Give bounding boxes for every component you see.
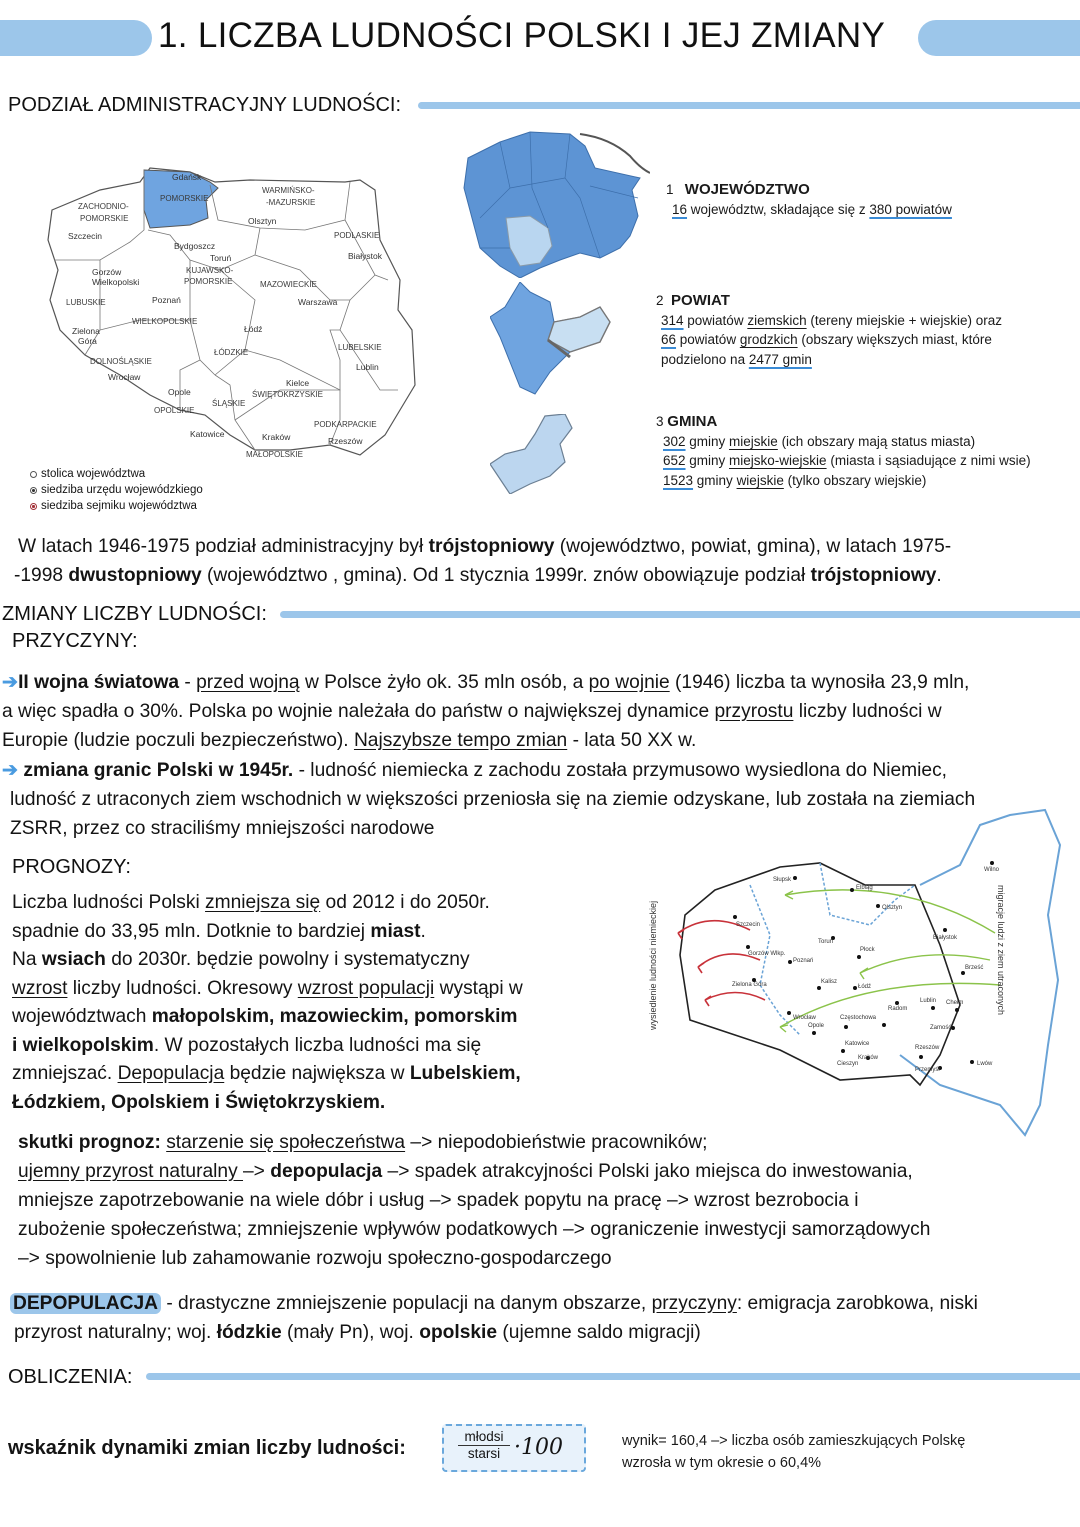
map-city-label: Lublin — [920, 998, 937, 1004]
map-city-label: Kraków — [858, 1055, 879, 1061]
text: - lata 50 XX w. — [567, 730, 697, 751]
level-title: POWIAT — [671, 292, 730, 309]
text: (ujemne saldo migracji) — [497, 1322, 701, 1343]
forecast-effects — [18, 1128, 1078, 1273]
circle-dot-icon — [30, 487, 37, 494]
circle-red-icon — [30, 503, 37, 510]
map-region-label: OPOLSKIE — [154, 406, 195, 415]
map-city-label: Lwów — [977, 1061, 993, 1067]
text: (mały Pn), woj. — [281, 1322, 420, 1343]
text: : emigracja zarobkowa, niski — [736, 1293, 978, 1314]
map-city-label: Słupsk — [773, 877, 792, 883]
underlined-term: Depopulacja — [117, 1063, 225, 1084]
text: liczby ludności w — [793, 701, 942, 722]
text: –> — [243, 1161, 271, 1182]
text: Europie (ludzie poczuli bezpieczeństwo). — [2, 730, 354, 751]
underlined-term: zmniejsza się — [205, 892, 321, 913]
legend-item — [30, 466, 203, 482]
map-city-label: Łódź — [858, 984, 872, 990]
forecast-paragraph — [12, 889, 612, 1117]
history-paragraph — [14, 532, 1078, 590]
bold-term: zmiana granic Polski w 1945r. — [23, 760, 294, 781]
stat-value: 16 — [672, 201, 688, 217]
underlined-term: przyrostu — [714, 701, 794, 722]
text: - drastyczne zmniejszenie populacji na danym obszarze, — [161, 1293, 652, 1314]
map-city-label: Brześć — [965, 965, 984, 971]
page-title: 1. LICZBA LUDNOŚCI POLSKI I JEJ ZMIANY — [158, 16, 886, 55]
multiplier: ·100 — [514, 1435, 563, 1460]
map-region-label: WIELKOPOLSKIE — [132, 317, 198, 326]
stat-value: 2477 gmin — [748, 351, 812, 367]
migration-label: migracje ludzi z ziem utraconych — [996, 885, 1006, 1016]
section-title-admin: PODZIAŁ ADMINISTRACYJNY LUDNOŚCI: — [8, 94, 402, 116]
map-city-label: Białystok — [933, 935, 958, 941]
text: –> spadek atrakcyjności Polski jako miejsca do inwestowania, — [382, 1161, 913, 1182]
text: W latach 1946-1975 podział administracyjny był — [18, 536, 429, 557]
underlined-term: ujemny przyrost naturalny — [18, 1161, 244, 1182]
stat-term: grodzkich — [739, 332, 798, 347]
level-title: GMINA — [667, 413, 718, 430]
map-region-label: ŚWIĘTOKRZYSKIE — [252, 390, 323, 399]
level-number: 3 — [656, 414, 664, 429]
map-region-label: POMORSKIE — [184, 277, 233, 286]
map-city-label: Opole — [808, 1023, 825, 1029]
map-city-label: Olsztyn — [248, 216, 277, 226]
causes-title: PRZYCZYNY: — [12, 630, 138, 652]
map-city-label: Olsztyn — [882, 905, 903, 911]
text: będzie największa w — [224, 1063, 410, 1084]
stat-text: województw, składające się z — [687, 201, 870, 217]
calc-result — [622, 1430, 965, 1474]
map-region-label: PODKARPACKIE — [314, 420, 377, 429]
text: ZSRR, przez co straciliśmy mniejszości narodowe — [10, 818, 435, 839]
map-city-label: Opole — [168, 387, 191, 397]
map-region-label: POMORSKIE — [80, 214, 129, 223]
text: wystąpi w — [434, 977, 523, 999]
map-region-label: MAZOWIECKIE — [260, 280, 317, 289]
stat-text: (tylko obszary wiejskie) — [783, 472, 927, 488]
map-city-label: Wielkopolski — [92, 277, 140, 287]
expulsion-label: wysiedlenie ludności niemieckiej — [648, 900, 658, 1030]
text: –> spowolnienie lub zahamowanie rozwoju społeczno-gospodarczego — [18, 1248, 612, 1269]
map-city-label: Toruń — [210, 253, 232, 263]
bold-term: wsiach — [41, 949, 106, 970]
map-city-label: Kraków — [262, 432, 291, 442]
legend-item — [30, 482, 203, 498]
text: (1946) liczba ta wynosiła 23,9 mln, — [669, 672, 970, 693]
map-city-label: Góra — [78, 336, 97, 346]
map-region-label: POMORSKIE — [160, 194, 209, 203]
map-city-label: Częstochowa — [840, 1015, 877, 1021]
result-text: wzrosła w tym okresie o 60,4% — [622, 1455, 822, 1471]
map-city-label: Poznań — [793, 958, 814, 964]
section-divider — [280, 611, 1080, 618]
highlighted-term: DEPOPULACJA — [10, 1293, 161, 1314]
level-powiat — [656, 291, 1002, 369]
poland-voivodeship-map — [40, 160, 420, 460]
map-city-label: Toruń — [818, 939, 834, 945]
map-city-label: Zamość — [930, 1025, 952, 1031]
map-city-label: Katowice — [845, 1041, 870, 1047]
map-region-label: KUJAWSKO- — [186, 266, 234, 275]
text: mniejsze zapotrzebowanie na wiele dóbr i usług –> spadek popytu na pracę –> wzrost bezrobocia i — [18, 1190, 859, 1211]
text: liczby ludności. Okresowy — [67, 977, 298, 999]
text: -1998 — [14, 565, 69, 586]
bold-term: dwustopniowy — [68, 565, 202, 586]
stat-term: ziemskich — [747, 312, 807, 328]
legend-label: stolica województwa — [41, 468, 146, 480]
stat-text: powiatów — [676, 332, 740, 347]
bold-term: małopolskim, mazowieckim, pomorskim — [151, 1006, 518, 1027]
map-city-label: Wilno — [984, 867, 1000, 873]
stat-text: gminy — [685, 453, 730, 468]
stat-text: (tereny miejskie + wiejskie) oraz — [806, 312, 1003, 328]
map-city-label: Wrocław — [108, 372, 141, 382]
text: ludność z utraconych ziem wschodnich w większości przeniosła się na ziemie odzyskane, lub została na ziemiach — [10, 789, 976, 810]
legend-label: siedziba sejmiku województwa — [41, 500, 197, 512]
map-city-label: Cieszyn — [837, 1061, 859, 1067]
map-region-label: ŚLĄSKIE — [212, 399, 246, 408]
text: do 2030r. będzie powolny i systematyczny — [105, 949, 470, 970]
section-divider — [146, 1373, 1080, 1380]
level-number: 2 — [656, 293, 664, 308]
pomorskie-powiaty-map — [460, 128, 650, 282]
numerator: młodsi — [458, 1429, 510, 1446]
text: w Polsce żyło ok. 35 mln osób, a — [299, 672, 589, 693]
stat-term: miejsko-wiejskie — [729, 453, 827, 468]
fraction — [458, 1429, 510, 1461]
bold-term: i wielkopolskim — [12, 1034, 154, 1056]
map-city-label: Rzeszów — [328, 436, 363, 446]
map-city-label: Łódź — [244, 324, 263, 334]
map-city-label: Gdańsk — [172, 172, 202, 182]
underlined-term: przed wojną — [196, 672, 300, 693]
title-decoration-right — [918, 20, 1080, 56]
map-city-label: Bydgoszcz — [174, 241, 216, 251]
section-title-changes: ZMIANY LICZBY LUDNOŚCI: — [2, 603, 267, 625]
powiat-map — [490, 282, 620, 401]
map-city-label: Szczecin — [736, 922, 761, 928]
map-city-label: Zielona Góra — [732, 982, 767, 988]
depopulation-definition — [10, 1289, 1080, 1347]
bold-term: miast — [370, 920, 421, 942]
stat-text: podzielono na — [661, 351, 749, 367]
text: . — [936, 565, 942, 586]
stat-value: 66 — [661, 332, 677, 347]
map-city-label: Płock — [860, 947, 875, 953]
underlined-term: po wojnie — [588, 672, 670, 693]
result-text: wynik= 160,4 –> liczba osób zamieszkujących Polskę — [622, 1433, 966, 1449]
map-city-label: Gorzów — [92, 267, 122, 277]
text: a więc spadła o 30%. Polska po wojnie należała do państw o największej dynamice — [2, 701, 715, 722]
stat-term: wiejskie — [736, 472, 784, 488]
section-title-calc: OBLICZENIA: — [8, 1366, 133, 1388]
migration-map-graphic — [640, 805, 1080, 1140]
indicator-label: wskaźnik dynamiki zmian liczby ludności: — [8, 1437, 406, 1459]
map-city-label: Białystok — [348, 251, 383, 261]
map-city-label: Katowice — [190, 429, 225, 439]
text: zmniejszać. — [12, 1063, 118, 1084]
text: . — [420, 920, 426, 942]
text: od 2012 i do 2050r. — [320, 892, 490, 913]
map-city-label: Gorzów Wlkp. — [748, 951, 786, 957]
text: województwach — [12, 1006, 152, 1027]
bold-term: trójstopniowy — [428, 536, 555, 557]
bold-term: Lubelskiem, — [409, 1063, 521, 1084]
migration-map — [640, 805, 1080, 1140]
stat-value: 314 — [661, 312, 684, 328]
stat-value: 1523 — [663, 472, 694, 488]
legend-label: siedziba urzędu wojewódzkiego — [41, 484, 203, 496]
bold-term: trójstopniowy — [810, 565, 937, 586]
map-region-label: ŁÓDZKIE — [214, 348, 249, 357]
bold-term: łódzkie — [216, 1322, 282, 1343]
text: przyrost naturalny; woj. — [14, 1322, 217, 1343]
map-city-label: Elbląg — [856, 885, 873, 891]
map-city-label: Chełm — [946, 1000, 964, 1006]
bold-term: depopulacja — [270, 1161, 383, 1182]
map-region-label: ZACHODNIO- — [78, 202, 129, 211]
section-divider — [418, 102, 1080, 109]
map-city-label: Przemyśl — [915, 1067, 940, 1073]
map-region-label: PODLASKIE — [334, 231, 380, 240]
text: - — [179, 672, 197, 693]
underlined-term: wzrost populacji — [297, 977, 435, 999]
map-region-label: -MAZURSKIE — [266, 198, 316, 207]
map-city-label: Warszawa — [298, 297, 338, 307]
underlined-term: wzrost — [12, 977, 68, 999]
stat-text: (obszary większych miast, które — [797, 332, 992, 347]
stat-value: 302 — [663, 433, 686, 449]
stat-text: (ich obszary mają status miasta) — [777, 433, 976, 449]
stat-value: 652 — [663, 453, 686, 468]
bold-term: opolskie — [419, 1322, 498, 1343]
underlined-term: starzenie się społeczeństwa — [166, 1132, 406, 1153]
map-city-label: Zielona — [72, 326, 100, 336]
map-region-label: LUBELSKIE — [338, 343, 382, 352]
text: (województwo, powiat, gmina), w latach 1975- — [554, 536, 952, 557]
text: - ludność niemiecka z zachodu została przymusowo wysiedlona do Niemiec, — [293, 760, 947, 781]
text: spadnie do 33,95 mln. Dotknie to bardziej — [12, 920, 371, 942]
stat-text: powiatów — [683, 312, 748, 328]
text: . W pozostałych liczba ludności ma się — [153, 1034, 482, 1056]
map-city-label: Szczecin — [68, 231, 103, 241]
arrow-right-icon: ➔ — [2, 672, 19, 693]
bold-term: II wojna światowa — [18, 672, 180, 693]
forecast-title: PROGNOZY: — [12, 856, 131, 878]
map-city-label: Rzeszów — [915, 1045, 940, 1051]
level-gmina — [656, 412, 1031, 490]
underlined-term: Najszybsze tempo zmian — [353, 730, 568, 751]
formula-box — [442, 1424, 586, 1472]
stat-text: gminy — [685, 433, 730, 449]
level-wojewodztwo — [666, 180, 952, 219]
title-decoration-left — [0, 20, 152, 56]
bold-term: Łódzkiem, Opolskiem i Świętokrzyskiem. — [12, 1091, 386, 1113]
text: Na — [12, 949, 42, 970]
map-city-label: Kielce — [286, 378, 310, 388]
text: zubożenie społeczeństwa; zmniejszenie wpływów podatkowych –> ograniczenie inwestycji samorządowych — [18, 1219, 931, 1240]
denominator: starsi — [467, 1446, 501, 1461]
text: –> niepodobieństwie pracowników; — [405, 1132, 708, 1153]
map-region-label: MAŁOPOLSKIE — [246, 450, 303, 459]
cause-ww2 — [2, 668, 1080, 755]
map-city-label: Poznań — [152, 295, 181, 305]
underlined-term: przyczyny — [651, 1293, 737, 1314]
map-region-label: LUBUSKIE — [66, 298, 106, 307]
stat-text: gminy — [693, 472, 737, 488]
map-city-label: Radom — [888, 1006, 908, 1012]
stat-value: 380 powiatów — [869, 201, 952, 217]
circle-empty-icon — [30, 471, 37, 478]
text: (województwo , gmina). Od 1 stycznia 1999r. znów obowiązuje podział — [201, 565, 811, 586]
bold-term: skutki prognoz: — [18, 1132, 161, 1153]
text: Liczba ludności Polski — [12, 892, 206, 913]
level-number: 1 — [666, 182, 674, 197]
map-region-label: WARMIŃSKO- — [262, 186, 315, 195]
map-legend — [30, 466, 203, 514]
map-city-label: Wrocław — [793, 1015, 816, 1021]
stat-text: (miasta i sąsiadujące z nimi wsie) — [826, 453, 1031, 468]
legend-item — [30, 498, 203, 514]
gmina-map — [490, 414, 580, 498]
level-title: WOJEWÓDZTWO — [684, 181, 810, 198]
map-city-label: Kalisz — [821, 979, 838, 985]
arrow-right-icon: ➔ — [2, 760, 19, 781]
map-city-label: Lublin — [356, 362, 379, 372]
map-region-label: DOLNOŚLĄSKIE — [90, 357, 152, 366]
stat-term: miejskie — [729, 433, 778, 449]
